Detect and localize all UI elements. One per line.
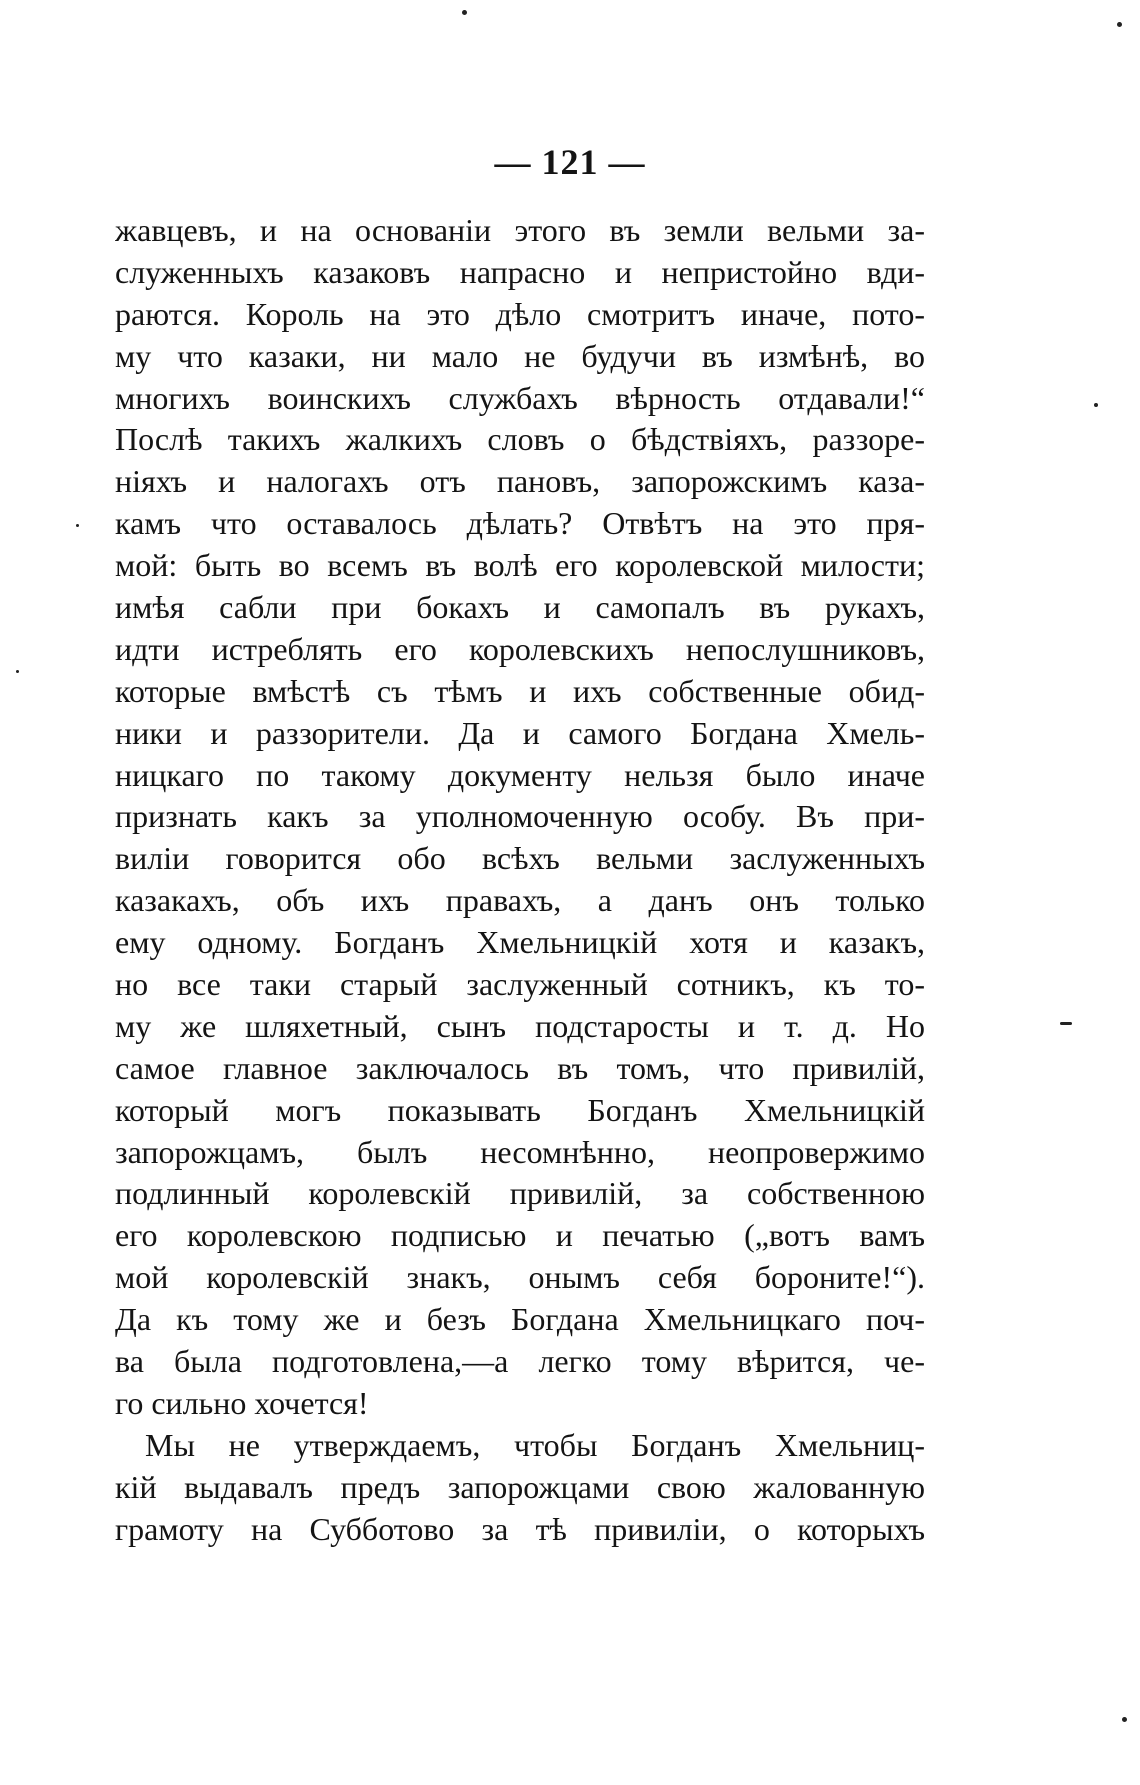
text-line: его королевскою подписью и печатью („вотъ вамъ bbox=[115, 1217, 925, 1254]
scan-speck bbox=[16, 670, 19, 673]
text-line: но все таки старый заслуженный сотникъ, къ то- bbox=[115, 966, 925, 1003]
text-line: признать какъ за уполномоченную особу. Въ при- bbox=[115, 798, 925, 835]
paragraph-1 bbox=[115, 210, 925, 1425]
text-line: подлинный королевскiй привилiй, за собственною bbox=[115, 1175, 925, 1212]
scan-speck bbox=[76, 524, 79, 527]
text-line: самое главное заключалось въ томъ, что привилiй, bbox=[115, 1049, 925, 1086]
text-line: Да къ тому же и безъ Богдана Хмельницкаго поч- bbox=[115, 1301, 925, 1338]
text-line: му же шляхетный, сынъ подстаросты и т. д. Но bbox=[115, 1007, 925, 1044]
text-line: ему одному. Богданъ Хмельницкiй хотя и казакъ, bbox=[115, 924, 925, 961]
page-number: — 121 — bbox=[494, 142, 646, 182]
text-line: кiй выдавалъ предъ запорожцами свою жалованную bbox=[115, 1468, 925, 1505]
text-line: нiяхъ и налогахъ отъ пановъ, запорожскимъ каза- bbox=[115, 463, 925, 500]
scan-speck bbox=[1060, 1022, 1072, 1025]
text-line: многихъ воинскихъ службахъ вѣрность отдавали!“ bbox=[115, 379, 925, 416]
text-line: ницкаго по такому документу нельзя было иначе bbox=[115, 756, 925, 793]
text-line: раются. Король на это дѣло смотритъ иначе, пото- bbox=[115, 295, 925, 332]
text-line: запорожцамъ, былъ несомнѣнно, неопровержимо bbox=[115, 1133, 925, 1170]
text-line: идти истреблять его королевскихъ непослушниковъ, bbox=[115, 630, 925, 667]
text-line: служенныхъ казаковъ напрасно и непристойно вди- bbox=[115, 253, 925, 290]
text-line: го сильно хочется! bbox=[115, 1384, 369, 1421]
text-line: мой королевскiй знакъ, онымъ себя бороните!“). bbox=[115, 1259, 925, 1296]
text-line: казакахъ, объ ихъ правахъ, а данъ онъ только bbox=[115, 882, 925, 919]
scan-speck bbox=[462, 10, 467, 15]
text-line: камъ что оставалось дѣлать? Отвѣтъ на это пря- bbox=[115, 505, 925, 542]
body-text bbox=[115, 210, 925, 1551]
text-line: которые вмѣстѣ съ тѣмъ и ихъ собственные обид- bbox=[115, 672, 925, 709]
text-line: ники и раззорители. Да и самого Богдана Хмель- bbox=[115, 714, 925, 751]
paragraph-2 bbox=[115, 1425, 925, 1551]
text-line: который могъ показывать Богданъ Хмельницкiй bbox=[115, 1091, 925, 1128]
scan-speck bbox=[1094, 403, 1098, 407]
text-line: ва была подготовлена,—а легко тому вѣрится, че- bbox=[115, 1343, 925, 1380]
scan-speck bbox=[1122, 1717, 1127, 1722]
scan-speck bbox=[1117, 22, 1122, 27]
text-line: имѣя сабли при бокахъ и самопалъ въ рукахъ, bbox=[115, 589, 925, 626]
text-line: вилiи говорится обо всѣхъ вельми заслуженныхъ bbox=[115, 840, 925, 877]
text-line: Мы не утверждаемъ, чтобы Богданъ Хмельниц- bbox=[145, 1426, 925, 1463]
text-line: мой: быть во всемъ въ волѣ его королевской милости; bbox=[115, 547, 925, 584]
text-line: му что казаки, ни мало не будучи въ измѣнѣ, во bbox=[115, 337, 925, 374]
text-line: грамоту на Субботово за тѣ привилiи, о которыхъ bbox=[115, 1510, 925, 1547]
text-line: Послѣ такихъ жалкихъ словъ о бѣдствiяхъ, раззоре- bbox=[115, 421, 925, 458]
text-line: жавцевъ, и на основанiи этого въ земли вельми за- bbox=[115, 212, 925, 248]
